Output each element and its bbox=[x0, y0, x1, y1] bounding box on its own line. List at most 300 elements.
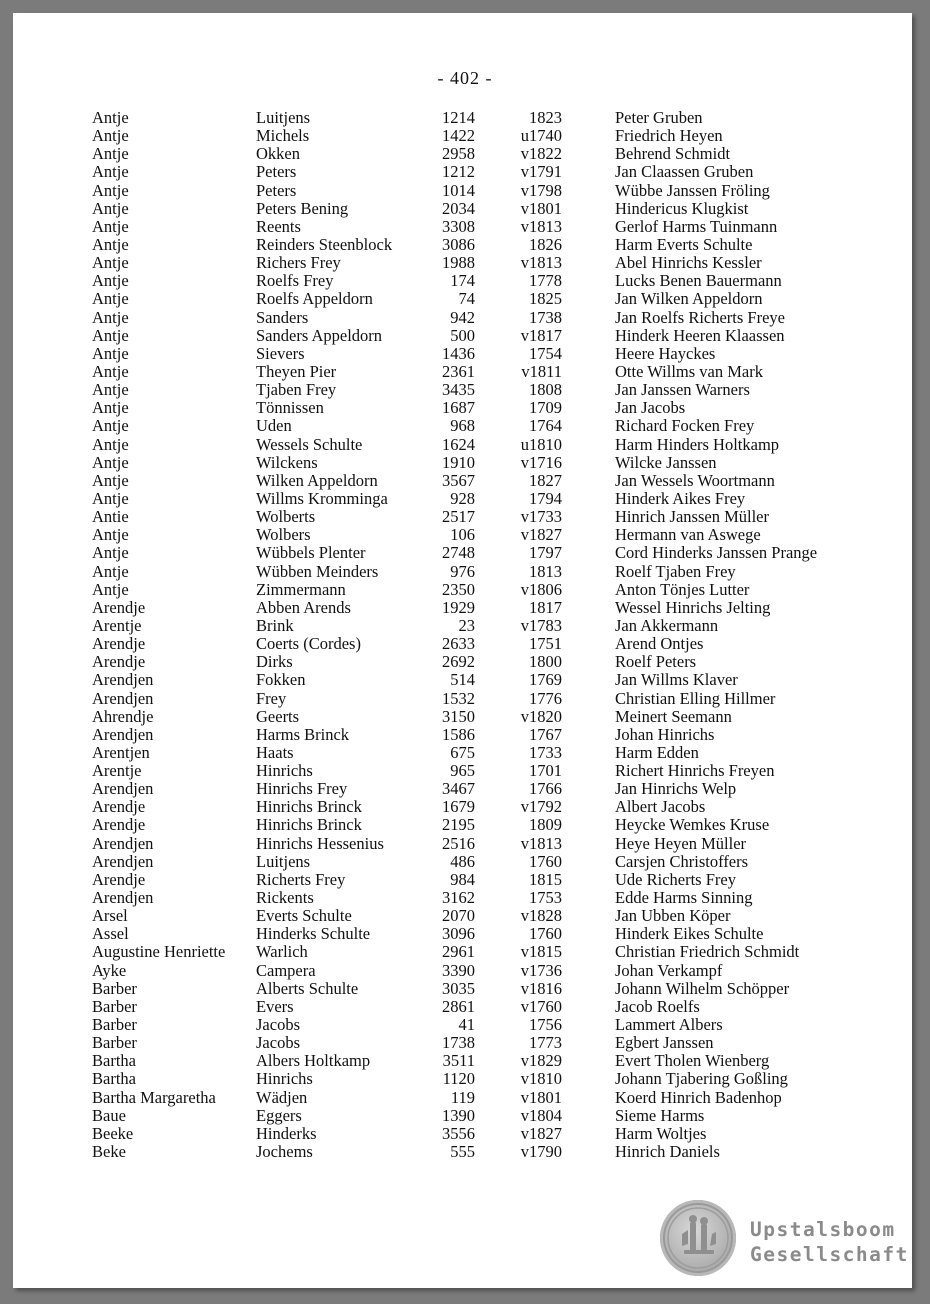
entry-number: 1929 bbox=[442, 597, 475, 617]
year: 1769 bbox=[529, 670, 562, 690]
spouse-name: Otte Willms van Mark bbox=[615, 361, 763, 381]
table-row bbox=[0, 472, 930, 490]
spouse-name: Hinrich Daniels bbox=[615, 1142, 720, 1162]
last-name: Haats bbox=[256, 742, 294, 762]
entry-number: 2958 bbox=[442, 144, 475, 164]
spouse-name: Jan Claassen Gruben bbox=[615, 162, 754, 182]
last-name: Wessels Schulte bbox=[256, 434, 363, 454]
entry-number: 486 bbox=[450, 851, 475, 871]
year: 1808 bbox=[529, 380, 562, 400]
year: v1828 bbox=[520, 906, 562, 926]
entry-number: 1390 bbox=[442, 1105, 475, 1125]
last-name: Peters Bening bbox=[256, 198, 349, 218]
last-name: Willms Kromminga bbox=[256, 488, 388, 508]
last-name: Abben Arends bbox=[256, 597, 351, 617]
table-row bbox=[0, 490, 930, 508]
table-row bbox=[0, 726, 930, 744]
last-name: Wübbels Plenter bbox=[256, 543, 366, 563]
last-name: Wädjen bbox=[256, 1087, 308, 1107]
last-name: Hinrichs Brinck bbox=[256, 797, 362, 817]
first-name: Beke bbox=[92, 1142, 126, 1162]
entry-number: 2748 bbox=[442, 543, 475, 563]
entry-number: 3556 bbox=[442, 1123, 475, 1143]
entry-number: 1212 bbox=[442, 162, 475, 182]
last-name: Michels bbox=[256, 126, 310, 146]
year: v1783 bbox=[520, 615, 562, 635]
last-name: Hinrichs Frey bbox=[256, 779, 348, 799]
spouse-name: Wilcke Janssen bbox=[615, 452, 717, 472]
last-name: Wilckens bbox=[256, 452, 318, 472]
year: v1798 bbox=[520, 180, 562, 200]
first-name: Arendjen bbox=[92, 888, 154, 908]
year: u1810 bbox=[520, 434, 562, 454]
spouse-name: Anton Tönjes Lutter bbox=[615, 579, 750, 599]
spouse-name: Cord Hinderks Janssen Prange bbox=[615, 543, 818, 563]
entry-number: 2633 bbox=[442, 634, 475, 654]
year: 1827 bbox=[529, 470, 562, 490]
last-name: Rickents bbox=[256, 888, 314, 908]
spouse-name: Heycke Wemkes Kruse bbox=[615, 815, 770, 835]
year: v1827 bbox=[520, 525, 562, 545]
first-name: Antje bbox=[92, 234, 129, 254]
year: 1701 bbox=[529, 761, 562, 781]
last-name: Jochems bbox=[256, 1142, 313, 1162]
spouse-name: Richard Focken Frey bbox=[615, 416, 755, 436]
year: 1797 bbox=[529, 543, 562, 563]
first-name: Antje bbox=[92, 180, 129, 200]
last-name: Sanders Appeldorn bbox=[256, 325, 383, 345]
year: 1817 bbox=[529, 597, 562, 617]
entry-number: 500 bbox=[450, 325, 475, 345]
brand-line-2: Gesellschaft bbox=[750, 1243, 909, 1266]
year: u1740 bbox=[520, 126, 562, 146]
table-row bbox=[0, 889, 930, 907]
last-name: Brink bbox=[256, 615, 294, 635]
table-row bbox=[0, 309, 930, 327]
entry-number: 555 bbox=[450, 1142, 475, 1162]
year: v1813 bbox=[520, 833, 562, 853]
table-row bbox=[0, 1070, 930, 1088]
table-row bbox=[0, 127, 930, 145]
first-name: Antje bbox=[92, 380, 129, 400]
entry-number: 3467 bbox=[442, 779, 475, 799]
year: 1764 bbox=[529, 416, 562, 436]
last-name: Evers bbox=[256, 996, 294, 1016]
entry-number: 23 bbox=[458, 615, 475, 635]
entry-number: 976 bbox=[450, 561, 475, 581]
year: v1801 bbox=[520, 1087, 562, 1107]
table-row bbox=[0, 599, 930, 617]
entry-number: 3390 bbox=[442, 960, 475, 980]
first-name: Arendjen bbox=[92, 670, 154, 690]
entry-number: 1679 bbox=[442, 797, 475, 817]
table-row bbox=[0, 563, 930, 581]
year: 1813 bbox=[529, 561, 562, 581]
spouse-name: Harm Hinders Holtkamp bbox=[615, 434, 780, 454]
first-name: Antje bbox=[92, 126, 129, 146]
year: 1767 bbox=[529, 724, 562, 744]
last-name: Harms Brinck bbox=[256, 724, 350, 744]
first-name: Antje bbox=[92, 343, 129, 363]
last-name: Hinderks Schulte bbox=[256, 924, 371, 944]
last-name: Jacobs bbox=[256, 1015, 300, 1035]
entry-number: 942 bbox=[450, 307, 475, 327]
year: 1825 bbox=[529, 289, 562, 309]
entry-number: 106 bbox=[450, 525, 475, 545]
year: 1754 bbox=[529, 343, 562, 363]
brand-wordmark bbox=[750, 1217, 909, 1267]
spouse-name: Peter Gruben bbox=[615, 108, 703, 127]
last-name: Wolbers bbox=[256, 525, 311, 545]
entry-number: 675 bbox=[450, 742, 475, 762]
first-name: Antje bbox=[92, 216, 129, 236]
table-row bbox=[0, 962, 930, 980]
table-row bbox=[0, 236, 930, 254]
entry-number: 2517 bbox=[442, 507, 475, 527]
spouse-name: Johann Tjabering Goßling bbox=[615, 1069, 788, 1089]
first-name: Antie bbox=[92, 507, 129, 527]
last-name: Roelfs Appeldorn bbox=[256, 289, 373, 309]
last-name: Wilken Appeldorn bbox=[256, 470, 378, 490]
table-row bbox=[0, 182, 930, 200]
table-row bbox=[0, 690, 930, 708]
spouse-name: Hermann van Aswege bbox=[615, 525, 761, 545]
year: 1733 bbox=[529, 742, 562, 762]
first-name: Ahrendje bbox=[92, 706, 154, 726]
entry-number: 965 bbox=[450, 761, 475, 781]
table-row bbox=[0, 1107, 930, 1125]
table-row bbox=[0, 708, 930, 726]
first-name: Antje bbox=[92, 289, 129, 309]
table-row bbox=[0, 798, 930, 816]
year: v1827 bbox=[520, 1123, 562, 1143]
table-row bbox=[0, 581, 930, 599]
table-row bbox=[0, 980, 930, 998]
year: v1820 bbox=[520, 706, 562, 726]
spouse-name: Wessel Hinrichs Jelting bbox=[615, 597, 771, 617]
last-name: Reinders Steenblock bbox=[256, 234, 393, 254]
first-name: Arendje bbox=[92, 634, 146, 654]
table-row bbox=[0, 1089, 930, 1107]
first-name: Antje bbox=[92, 470, 129, 490]
first-name: Antje bbox=[92, 488, 129, 508]
year: 1809 bbox=[529, 815, 562, 835]
entry-number: 41 bbox=[458, 1015, 475, 1035]
year: v1801 bbox=[520, 198, 562, 218]
first-name: Arentje bbox=[92, 615, 142, 635]
first-name: Arentjen bbox=[92, 742, 150, 762]
spouse-name: Friedrich Heyen bbox=[615, 126, 723, 146]
last-name: Okken bbox=[256, 144, 300, 164]
first-name: Arsel bbox=[92, 906, 128, 926]
spouse-name: Jan Hinrichs Welp bbox=[615, 779, 737, 799]
year: v1790 bbox=[520, 1142, 562, 1162]
first-name: Antje bbox=[92, 162, 129, 182]
table-row bbox=[0, 853, 930, 871]
entry-number: 74 bbox=[458, 289, 475, 309]
entry-number: 1214 bbox=[442, 108, 475, 127]
spouse-name: Jan Roelfs Richerts Freye bbox=[615, 307, 786, 327]
table-row bbox=[0, 381, 930, 399]
spouse-name: Arend Ontjes bbox=[615, 634, 704, 654]
table-row bbox=[0, 254, 930, 272]
spouse-name: Jacob Roelfs bbox=[615, 996, 700, 1016]
first-name: Antje bbox=[92, 543, 129, 563]
spouse-name: Jan Willms Klaver bbox=[615, 670, 738, 690]
first-name: Arentje bbox=[92, 761, 142, 781]
spouse-name: Roelf Peters bbox=[615, 652, 697, 672]
year: v1792 bbox=[520, 797, 562, 817]
first-name: Barber bbox=[92, 1015, 137, 1035]
year: v1716 bbox=[520, 452, 562, 472]
last-name: Tjaben Frey bbox=[256, 380, 337, 400]
first-name: Arendjen bbox=[92, 833, 154, 853]
table-row bbox=[0, 544, 930, 562]
last-name: Peters bbox=[256, 162, 297, 182]
year: v1813 bbox=[520, 253, 562, 273]
table-row bbox=[0, 272, 930, 290]
year: 1738 bbox=[529, 307, 562, 327]
entry-number: 3511 bbox=[442, 1051, 475, 1071]
spouse-name: Lammert Albers bbox=[615, 1015, 723, 1035]
last-name: Fokken bbox=[256, 670, 306, 690]
first-name: Antje bbox=[92, 525, 129, 545]
spouse-name: Carsjen Christoffers bbox=[615, 851, 749, 871]
entry-number: 174 bbox=[450, 271, 475, 291]
spouse-name: Egbert Janssen bbox=[615, 1033, 714, 1053]
year: 1760 bbox=[529, 924, 562, 944]
spouse-name: Meinert Seemann bbox=[615, 706, 732, 726]
spouse-name: Harm Everts Schulte bbox=[615, 234, 753, 254]
year: 1756 bbox=[529, 1015, 562, 1035]
last-name: Hinrichs bbox=[256, 761, 313, 781]
first-name: Bartha Margaretha bbox=[92, 1087, 216, 1107]
spouse-name: Johan Hinrichs bbox=[615, 724, 715, 744]
table-row bbox=[0, 399, 930, 417]
spouse-name: Johann Wilhelm Schöpper bbox=[615, 978, 790, 998]
entry-number: 2516 bbox=[442, 833, 475, 853]
first-name: Antje bbox=[92, 271, 129, 291]
entry-number: 119 bbox=[450, 1087, 475, 1107]
entry-number: 3150 bbox=[442, 706, 475, 726]
first-name: Bartha bbox=[92, 1069, 136, 1089]
first-name: Barber bbox=[92, 978, 137, 998]
entry-number: 2070 bbox=[442, 906, 475, 926]
year: v1816 bbox=[520, 978, 562, 998]
entry-number: 1738 bbox=[442, 1033, 475, 1053]
table-row bbox=[0, 109, 930, 127]
spouse-name: Hinrich Janssen Müller bbox=[615, 507, 769, 527]
last-name: Hinrichs Hessenius bbox=[256, 833, 384, 853]
entry-number: 1687 bbox=[442, 398, 475, 418]
spouse-name: Jan Akkermann bbox=[615, 615, 719, 635]
table-row bbox=[0, 671, 930, 689]
year: 1826 bbox=[529, 234, 562, 254]
last-name: Albers Holtkamp bbox=[256, 1051, 371, 1071]
entry-number: 3162 bbox=[442, 888, 475, 908]
table-row bbox=[0, 200, 930, 218]
year: 1760 bbox=[529, 851, 562, 871]
year: 1751 bbox=[529, 634, 562, 654]
year: 1823 bbox=[529, 108, 562, 127]
year: v1806 bbox=[520, 579, 562, 599]
first-name: Arendje bbox=[92, 815, 146, 835]
entry-number: 1910 bbox=[442, 452, 475, 472]
last-name: Hinrichs Brinck bbox=[256, 815, 362, 835]
table-row bbox=[0, 835, 930, 853]
first-name: Arendje bbox=[92, 797, 146, 817]
last-name: Wübben Meinders bbox=[256, 561, 379, 581]
last-name: Zimmermann bbox=[256, 579, 346, 599]
spouse-name: Edde Harms Sinning bbox=[615, 888, 753, 908]
table-row bbox=[0, 1143, 930, 1161]
brand-line-1: Upstalsboom bbox=[750, 1218, 896, 1241]
first-name: Arendjen bbox=[92, 688, 154, 708]
entry-number: 2861 bbox=[442, 996, 475, 1016]
last-name: Sanders bbox=[256, 307, 309, 327]
entry-number: 1532 bbox=[442, 688, 475, 708]
year: v1813 bbox=[520, 216, 562, 236]
year: v1829 bbox=[520, 1051, 562, 1071]
spouse-name: Behrend Schmidt bbox=[615, 144, 731, 164]
last-name: Richers Frey bbox=[256, 253, 341, 273]
table-row bbox=[0, 508, 930, 526]
spouse-name: Ude Richerts Frey bbox=[615, 869, 736, 889]
spouse-name: Jan Ubben Köper bbox=[615, 906, 731, 926]
last-name: Luitjens bbox=[256, 851, 311, 871]
spouse-name: Albert Jacobs bbox=[615, 797, 706, 817]
first-name: Arendje bbox=[92, 652, 146, 672]
year: v1791 bbox=[520, 162, 562, 182]
table-row bbox=[0, 617, 930, 635]
entry-number: 3035 bbox=[442, 978, 475, 998]
table-row bbox=[0, 163, 930, 181]
last-name: Sievers bbox=[256, 343, 305, 363]
entry-number: 1120 bbox=[442, 1069, 475, 1089]
last-name: Theyen Pier bbox=[256, 361, 337, 381]
first-name: Arendjen bbox=[92, 724, 154, 744]
spouse-name: Lucks Benen Bauermann bbox=[615, 271, 782, 291]
first-name: Beeke bbox=[92, 1123, 134, 1143]
table-row bbox=[0, 780, 930, 798]
last-name: Jacobs bbox=[256, 1033, 300, 1053]
entry-number: 2961 bbox=[442, 942, 475, 962]
spouse-name: Koerd Hinrich Badenhop bbox=[615, 1087, 782, 1107]
first-name: Antje bbox=[92, 307, 129, 327]
spouse-name: Harm Woltjes bbox=[615, 1123, 707, 1143]
table-row bbox=[0, 1016, 930, 1034]
entry-number: 3567 bbox=[442, 470, 475, 490]
spouse-name: Jan Wessels Woortmann bbox=[615, 470, 775, 490]
last-name: Eggers bbox=[256, 1105, 302, 1125]
entry-number: 2361 bbox=[442, 361, 475, 381]
year: 1753 bbox=[529, 888, 562, 908]
table-row bbox=[0, 1052, 930, 1070]
spouse-name: Heere Hayckes bbox=[615, 343, 716, 363]
last-name: Frey bbox=[256, 688, 287, 708]
last-name: Warlich bbox=[256, 942, 308, 962]
last-name: Uden bbox=[256, 416, 292, 436]
spouse-name: Gerlof Harms Tuinmann bbox=[615, 216, 778, 236]
spouse-name: Hinderk Aikes Frey bbox=[615, 488, 746, 508]
spouse-name: Roelf Tjaben Frey bbox=[615, 561, 736, 581]
first-name: Ayke bbox=[92, 960, 127, 980]
first-name: Baue bbox=[92, 1105, 126, 1125]
first-name: Augustine Henriette bbox=[92, 942, 226, 962]
table-row bbox=[0, 816, 930, 834]
spouse-name: Harm Edden bbox=[615, 742, 699, 762]
entry-number: 1586 bbox=[442, 724, 475, 744]
last-name: Campera bbox=[256, 960, 316, 980]
last-name: Luitjens bbox=[256, 108, 311, 127]
entry-number: 1436 bbox=[442, 343, 475, 363]
table-row bbox=[0, 290, 930, 308]
table-row bbox=[0, 635, 930, 653]
spouse-name: Heye Heyen Müller bbox=[615, 833, 747, 853]
year: v1817 bbox=[520, 325, 562, 345]
entry-number: 3435 bbox=[442, 380, 475, 400]
table-row bbox=[0, 345, 930, 363]
table-row bbox=[0, 1125, 930, 1143]
register-table bbox=[0, 109, 930, 1161]
year: 1766 bbox=[529, 779, 562, 799]
first-name: Antje bbox=[92, 198, 129, 218]
year: v1736 bbox=[520, 960, 562, 980]
entry-number: 3308 bbox=[442, 216, 475, 236]
first-name: Antje bbox=[92, 398, 129, 418]
spouse-name: Christian Elling Hillmer bbox=[615, 688, 776, 708]
year: v1810 bbox=[520, 1069, 562, 1089]
entry-number: 2034 bbox=[442, 198, 475, 218]
first-name: Antje bbox=[92, 108, 129, 127]
page-number: - 402 - bbox=[437, 68, 493, 88]
year: 1794 bbox=[529, 488, 562, 508]
spouse-name: Abel Hinrichs Kessler bbox=[615, 253, 762, 273]
table-row bbox=[0, 327, 930, 345]
entry-number: 3096 bbox=[442, 924, 475, 944]
last-name: Coerts (Cordes) bbox=[256, 634, 361, 654]
entry-number: 1014 bbox=[442, 180, 475, 200]
first-name: Antje bbox=[92, 144, 129, 164]
year: v1804 bbox=[520, 1105, 562, 1125]
spouse-name: Richert Hinrichs Freyen bbox=[615, 761, 775, 781]
last-name: Reents bbox=[256, 216, 301, 236]
table-row bbox=[0, 907, 930, 925]
table-row bbox=[0, 145, 930, 163]
year: 1815 bbox=[529, 869, 562, 889]
year: v1760 bbox=[520, 996, 562, 1016]
entry-number: 2692 bbox=[442, 652, 475, 672]
table-row bbox=[0, 998, 930, 1016]
year: v1811 bbox=[521, 361, 562, 381]
entry-number: 1624 bbox=[442, 434, 475, 454]
year: v1733 bbox=[520, 507, 562, 527]
last-name: Richerts Frey bbox=[256, 869, 346, 889]
entry-number: 928 bbox=[450, 488, 475, 508]
first-name: Arendje bbox=[92, 597, 146, 617]
first-name: Barber bbox=[92, 996, 137, 1016]
spouse-name: Christian Friedrich Schmidt bbox=[615, 942, 800, 962]
table-row bbox=[0, 454, 930, 472]
first-name: Antje bbox=[92, 325, 129, 345]
year: v1815 bbox=[520, 942, 562, 962]
first-name: Assel bbox=[92, 924, 129, 944]
first-name: Barber bbox=[92, 1033, 137, 1053]
first-name: Antje bbox=[92, 561, 129, 581]
last-name: Dirks bbox=[256, 652, 293, 672]
last-name: Hinrichs bbox=[256, 1069, 313, 1089]
spouse-name: Jan Janssen Warners bbox=[615, 380, 750, 400]
